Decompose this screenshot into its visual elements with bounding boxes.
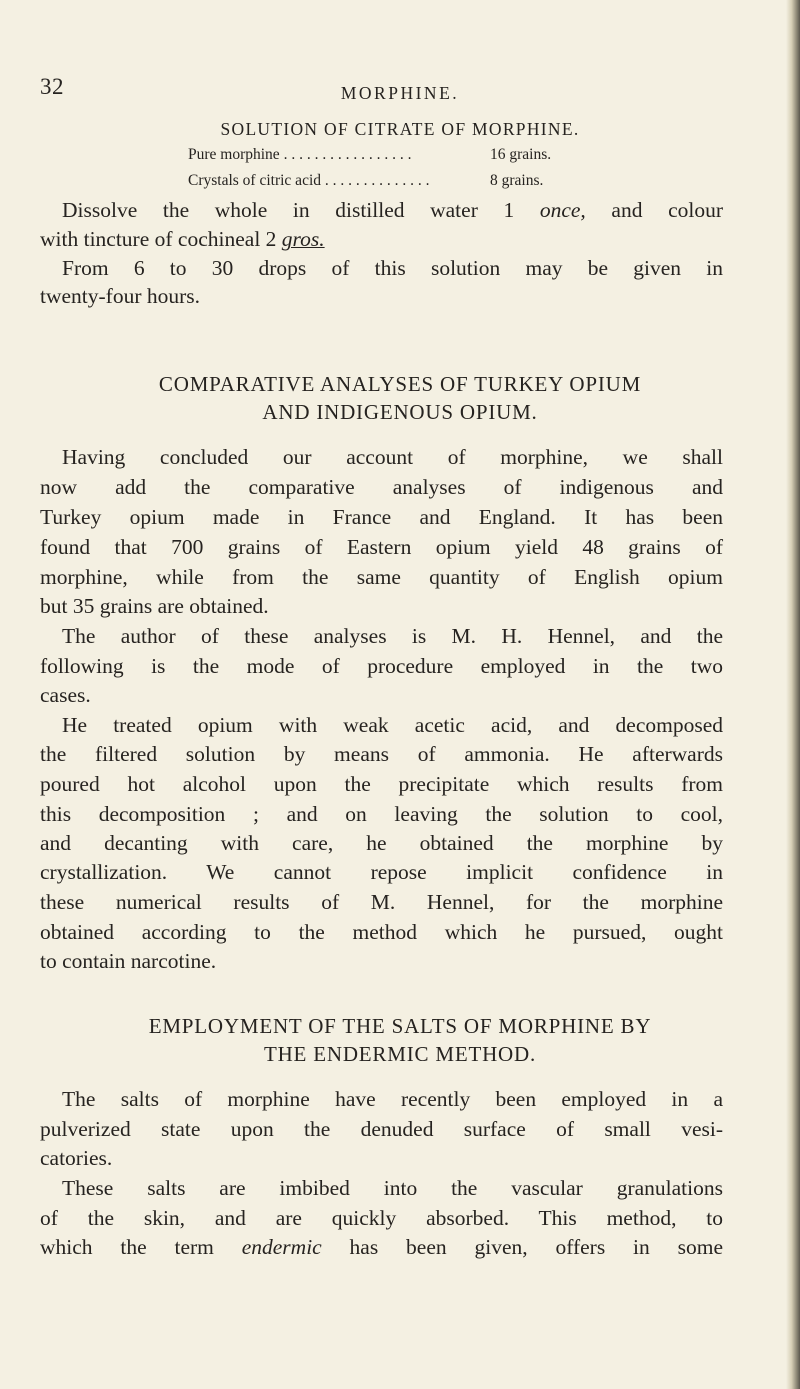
text-line: morphine, while from the same quantity of English opium bbox=[40, 565, 723, 589]
text-line: Having concluded our account of morphine, we shall bbox=[62, 445, 723, 469]
text-line: the filtered solution by means of ammonia. He afterwards bbox=[40, 742, 723, 766]
text-line: now add the comparative analyses of indigenous and bbox=[40, 475, 723, 499]
text-span: Dissolve the whole in distilled water 1 bbox=[62, 198, 540, 222]
section-heading-analyses-cont: AND INDIGENOUS OPIUM. bbox=[262, 400, 538, 424]
text-line: to contain narcotine. bbox=[40, 949, 217, 973]
text-line bbox=[40, 227, 325, 252]
page-edge-shadow bbox=[786, 0, 800, 1389]
text-line: this decomposition ; and on leaving the solution to cool, bbox=[40, 802, 723, 826]
section-heading-endermic: EMPLOYMENT OF THE SALTS OF MORPHINE BY bbox=[148, 1014, 652, 1038]
text-line: of the skin, and are quickly absorbed. This method, to bbox=[40, 1206, 723, 1230]
text-line: twenty-four hours. bbox=[40, 284, 201, 308]
text-line: obtained according to the method which he pursued, ought bbox=[40, 920, 723, 944]
text-line: pulverized state upon the denuded surface of small vesi- bbox=[40, 1117, 723, 1141]
section-heading-citrate: SOLUTION OF CITRATE OF MORPHINE. bbox=[220, 119, 580, 139]
recipe-line bbox=[188, 172, 544, 190]
page-number: 32 bbox=[40, 74, 64, 99]
recipe-ingredient: Crystals of citric acid . . . . . . . . . . . . . . bbox=[188, 172, 430, 189]
text-line: poured hot alcohol upon the precipitate which results from bbox=[40, 772, 723, 796]
text-line bbox=[62, 198, 723, 223]
text-line: The salts of morphine have recently been employed in a bbox=[62, 1087, 723, 1111]
text-span: has been given, offers in some bbox=[321, 1235, 723, 1259]
text-line: These salts are imbibed into the vascular granulations bbox=[62, 1176, 723, 1200]
italic-word: once, bbox=[539, 198, 586, 222]
text-line: The author of these analyses is M. H. Hennel, and the bbox=[62, 624, 723, 648]
text-line: and decanting with care, he obtained the morphine by bbox=[40, 831, 723, 855]
running-head: MORPHINE. bbox=[340, 83, 460, 103]
text-line: From 6 to 30 drops of this solution may be given in bbox=[62, 256, 723, 280]
section-heading-endermic-cont: THE ENDERMIC METHOD. bbox=[263, 1042, 537, 1066]
text-line: found that 700 grains of Eastern opium yield 48 grains of bbox=[40, 535, 723, 559]
section-heading-analyses: COMPARATIVE ANALYSES OF TURKEY OPIUM bbox=[158, 372, 642, 396]
text-span: and colour bbox=[585, 198, 724, 222]
text-line: Turkey opium made in France and England. It has been bbox=[40, 505, 723, 529]
italic-word: endermic bbox=[241, 1235, 322, 1259]
text-line: these numerical results of M. Hennel, for the morphine bbox=[40, 890, 723, 914]
text-line bbox=[40, 1235, 723, 1260]
text-line: He treated opium with weak acetic acid, and decomposed bbox=[62, 713, 723, 737]
text-line: cases. bbox=[40, 683, 91, 707]
text-line: catories. bbox=[40, 1146, 113, 1170]
text-line: crystallization. We cannot repose implicit confidence in bbox=[40, 860, 723, 884]
recipe-quantity: 8 grains. bbox=[490, 172, 544, 189]
text-line: but 35 grains are obtained. bbox=[40, 594, 269, 618]
italic-word: gros. bbox=[281, 227, 325, 251]
text-line: following is the mode of procedure employed in the two bbox=[40, 654, 723, 678]
recipe-line bbox=[188, 146, 552, 164]
text-span: with tincture of cochineal 2 bbox=[40, 227, 282, 251]
recipe-ingredient: Pure morphine . . . . . . . . . . . . . . . . . bbox=[188, 146, 412, 163]
recipe-quantity: 16 grains. bbox=[490, 146, 552, 163]
text-span: which the term bbox=[40, 1235, 242, 1259]
